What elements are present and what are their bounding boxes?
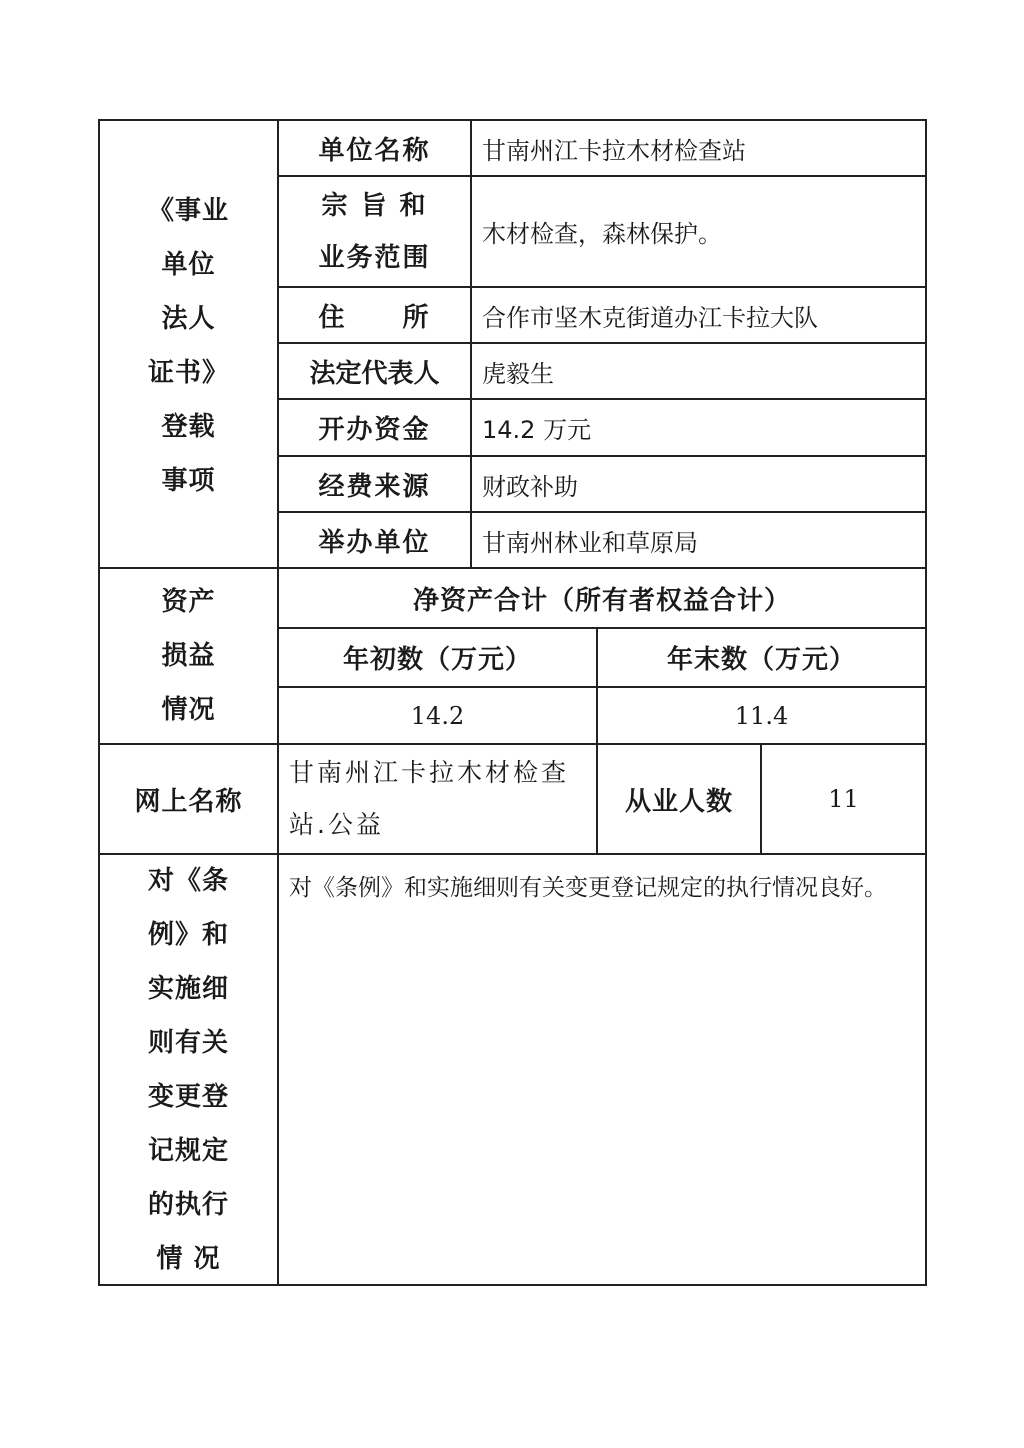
header-line: 资产	[161, 587, 216, 617]
sponsor-unit-value: 甘南州林业和草原局	[482, 528, 698, 557]
year-end-header: 年末数（万元）	[666, 645, 856, 675]
header-line: 记规定	[147, 1135, 229, 1166]
online-name-value	[279, 745, 596, 853]
header-line: 情况	[161, 695, 216, 725]
staff-count-value: 11	[828, 785, 859, 813]
year-start-header: 年初数（万元）	[342, 645, 532, 675]
header-line: 单位	[161, 250, 216, 280]
funding-source-label: 经费来源	[318, 471, 431, 502]
regulation-compliance-header	[100, 855, 277, 1284]
year-start-value: 14.2	[410, 701, 465, 730]
header-line: 情 况	[156, 1243, 221, 1274]
online-name-label: 网上名称	[134, 786, 243, 817]
purpose-scope-label-line1: 宗 旨 和	[321, 190, 428, 221]
header-line: 例》和	[147, 919, 229, 950]
header-line: 法人	[161, 304, 216, 334]
online-name-line1: 甘南州江卡拉木材检查	[289, 758, 570, 787]
purpose-scope-value: 木材检查，森林保护。	[482, 220, 722, 248]
unit-name-value: 甘南州江卡拉木材检查站	[482, 136, 746, 165]
address-label: 住 所	[318, 302, 431, 333]
assets-header	[100, 569, 277, 743]
year-end-value: 11.4	[734, 701, 789, 730]
online-name-line2: 站.公益	[289, 810, 384, 839]
certificate-items-header	[100, 121, 277, 567]
header-line: 《事业	[147, 196, 229, 226]
net-assets-title: 净资产合计（所有者权益合计）	[412, 585, 791, 616]
funding-source-value: 财政补助	[482, 472, 578, 501]
header-line: 登载	[161, 412, 216, 442]
header-line: 损益	[161, 641, 216, 671]
staff-count-label: 从业人数	[624, 786, 733, 817]
header-line: 则有关	[147, 1027, 229, 1058]
header-line: 的执行	[147, 1189, 229, 1220]
header-line: 变更登	[147, 1081, 229, 1112]
header-line: 事项	[161, 466, 216, 496]
legal-representative-label: 法定代表人	[309, 358, 440, 389]
header-line: 实施细	[147, 973, 229, 1004]
sponsor-unit-label: 举办单位	[318, 527, 431, 558]
purpose-scope-label	[279, 177, 470, 286]
header-line: 证书》	[147, 358, 229, 388]
legal-representative-value: 虎毅生	[482, 359, 554, 388]
purpose-scope-label-line2: 业务范围	[318, 242, 431, 273]
address-value: 合作市坚木克街道办江卡拉大队	[482, 303, 818, 332]
unit-name-label: 单位名称	[318, 135, 431, 166]
header-line: 对《条	[147, 865, 229, 896]
start-funds-label: 开办资金	[318, 415, 431, 445]
start-funds-value: 14.2 万元	[482, 416, 592, 444]
regulation-compliance-content: 对《条例》和实施细则有关变更登记规定的执行情况良好。	[289, 874, 887, 901]
